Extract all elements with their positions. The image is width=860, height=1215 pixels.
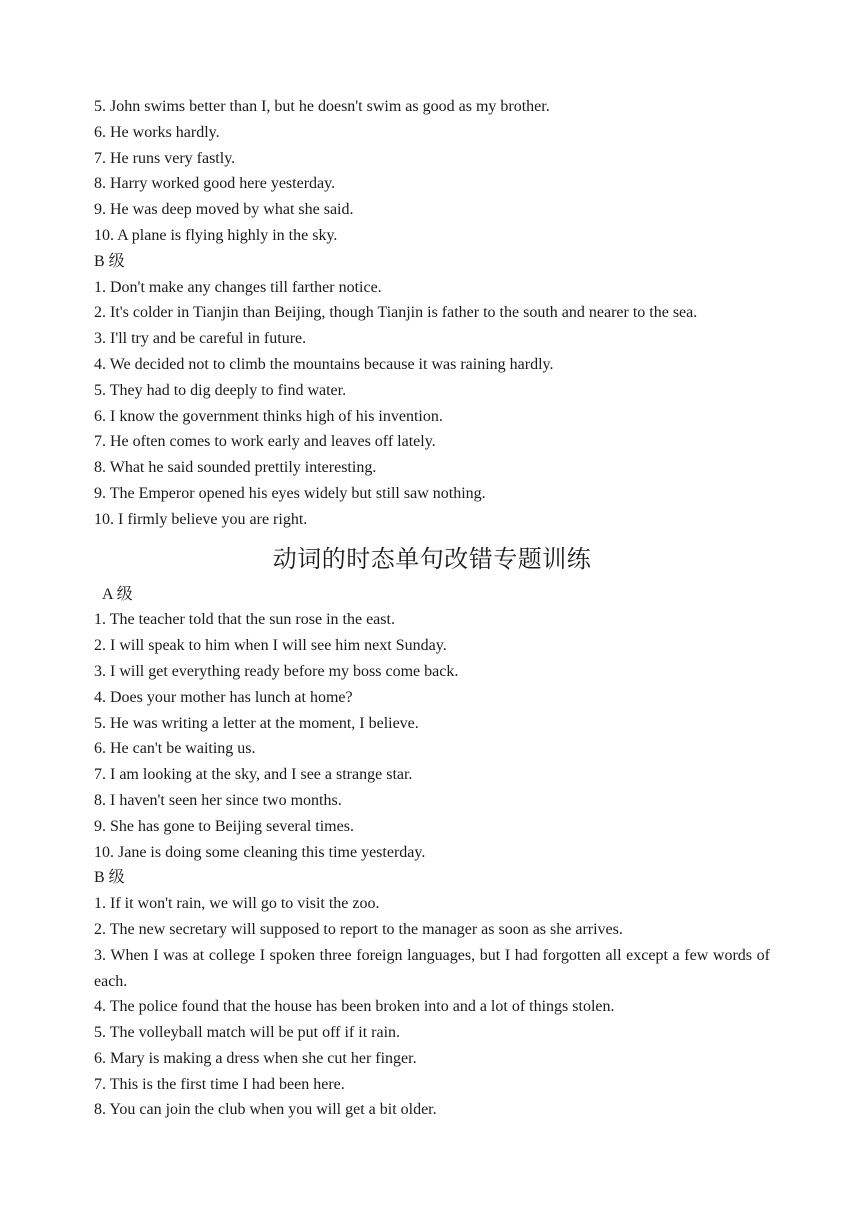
section1-a-list xyxy=(94,94,770,249)
list-item: 10. Jane is doing some cleaning this time yesterday. xyxy=(94,843,426,861)
list-item: 6. Mary is making a dress when she cut her finger. xyxy=(94,1049,417,1067)
list-item: 3. I'll try and be careful in future. xyxy=(94,330,307,348)
list-item: 1. If it won't rain, we will go to visit the zoo. xyxy=(94,895,380,913)
list-item: 6. I know the government thinks high of his invention. xyxy=(94,407,443,425)
section1-b-list xyxy=(94,275,770,533)
list-item: 8. I haven't seen her since two months. xyxy=(94,791,342,809)
list-item: 8. What he said sounded prettily interesting. xyxy=(94,459,377,477)
list-item: 10. A plane is flying highly in the sky. xyxy=(94,226,338,244)
list-item: 6. He works hardly. xyxy=(94,123,220,141)
list-item: 4. Does your mother has lunch at home? xyxy=(94,688,353,706)
list-item: 5. They had to dig deeply to find water. xyxy=(94,381,347,399)
section1-b-label: B 级 xyxy=(94,252,125,270)
list-item: 8. Harry worked good here yesterday. xyxy=(94,175,336,193)
list-item: 4. We decided not to climb the mountains because it was raining hardly. xyxy=(94,355,554,373)
list-item: 1. The teacher told that the sun rose in the east. xyxy=(94,611,395,629)
section2-b-list xyxy=(94,891,770,1123)
section2-a-list xyxy=(94,607,770,865)
list-item: 2. I will speak to him when I will see him next Sunday. xyxy=(94,637,447,655)
list-item: 7. This is the first time I had been here. xyxy=(94,1075,345,1093)
section2-b-label: B 级 xyxy=(94,869,125,887)
list-item: 9. She has gone to Beijing several times. xyxy=(94,817,354,835)
list-item: 1. Don't make any changes till farther notice. xyxy=(94,278,382,296)
list-item: 9. He was deep moved by what she said. xyxy=(94,201,354,219)
list-item: 3. When I was at college I spoken three foreign languages, but I had forgotten all except a few words of each. xyxy=(94,946,770,990)
list-item: 2. It's colder in Tianjin than Beijing, though Tianjin is father to the south and nearer to the sea. xyxy=(94,304,698,322)
list-item: 9. The Emperor opened his eyes widely but still saw nothing. xyxy=(94,484,486,502)
list-item: 5. He was writing a letter at the moment, I believe. xyxy=(94,714,419,732)
list-item: 6. He can't be waiting us. xyxy=(94,740,256,758)
section-title: 动词的时态单句改错专题训练 xyxy=(272,544,592,573)
list-item: 10. I firmly believe you are right. xyxy=(94,510,308,528)
section2-a-label: A 级 xyxy=(102,585,133,603)
list-item: 8. You can join the club when you will get a bit older. xyxy=(94,1101,437,1119)
document-page xyxy=(94,94,770,1123)
list-item: 4. The police found that the house has been broken into and a lot of things stolen. xyxy=(94,998,615,1016)
list-item: 7. He runs very fastly. xyxy=(94,149,236,167)
list-item: 7. I am looking at the sky, and I see a strange star. xyxy=(94,766,413,784)
list-item: 3. I will get everything ready before my boss come back. xyxy=(94,662,459,680)
list-item: 2. The new secretary will supposed to report to the manager as soon as she arrives. xyxy=(94,920,623,938)
list-item: 5. John swims better than I, but he doesn't swim as good as my brother. xyxy=(94,98,550,115)
list-item: 5. The volleyball match will be put off if it rain. xyxy=(94,1024,401,1042)
list-item: 7. He often comes to work early and leaves off lately. xyxy=(94,433,436,451)
